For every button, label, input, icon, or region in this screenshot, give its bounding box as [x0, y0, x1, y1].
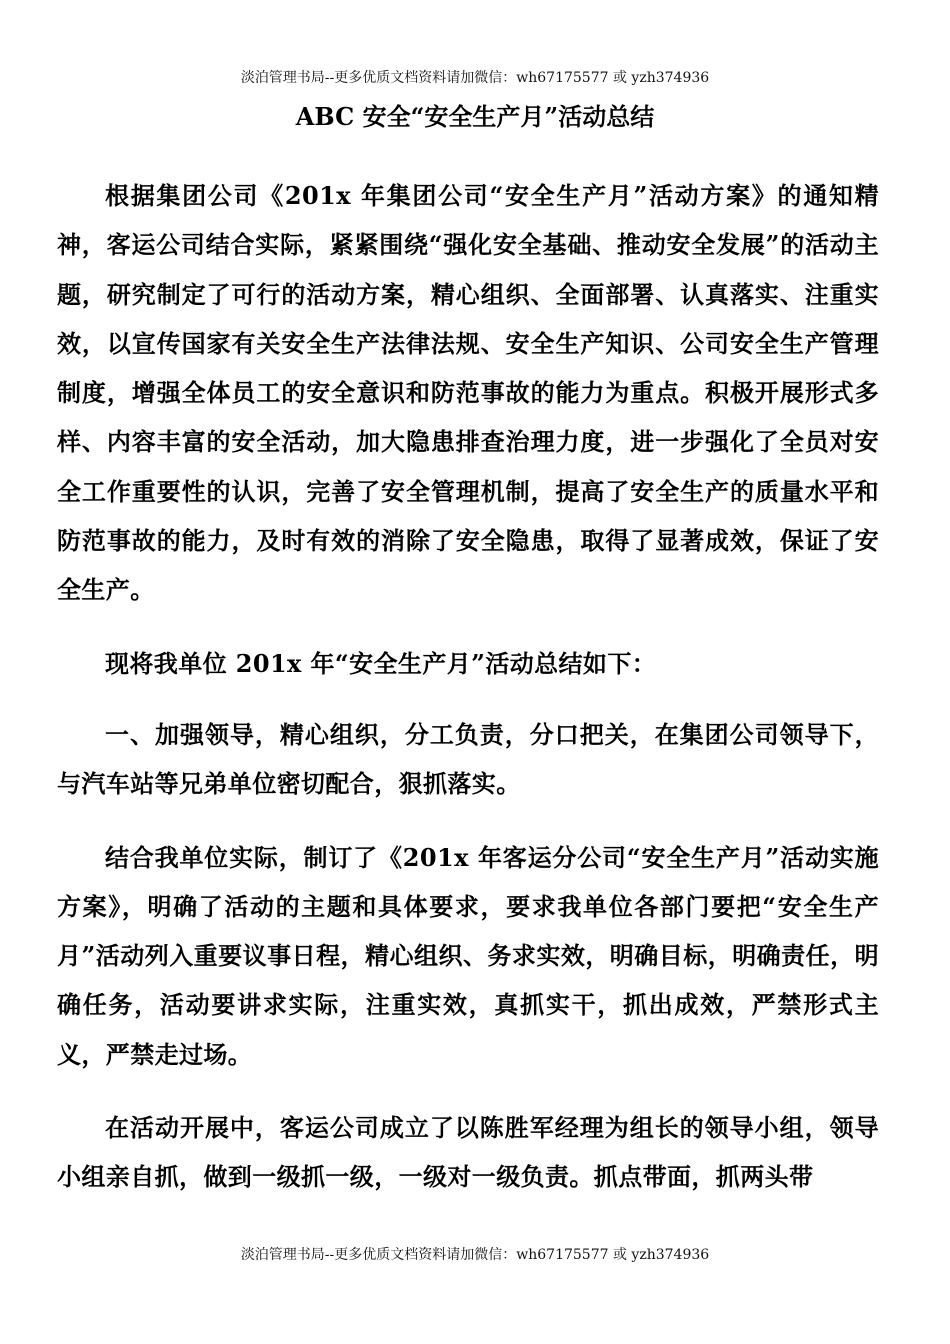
paragraph-leadership-group: 在活动开展中，客运公司成立了以陈胜军经理为组长的领导小组，领导小组亲自抓，做到一级抓一级，一级对一级负责。抓点带面，抓两头带 — [57, 1113, 879, 1192]
page-header: 淡泊管理书局--更多优质文档资料请加微信：wh67175577 或 yzh374936 — [240, 70, 710, 86]
paragraph-summary-lead: 现将我单位 201x 年“安全生产月”活动总结如下： — [105, 648, 657, 678]
paragraph-intro: 根据集团公司《201x 年集团公司“安全生产月”活动方案》的通知精神，客运公司结合实际，紧紧围绕“强化安全基础、推动安全发展”的活动主题，研究制定了可行的活动方案，精心组织、全面部署、认真落实、注重实效，以宣传国家有关安全生产法律法规、安全生产知识、公司安全生产管理制度，增强全体员工的安全意识和防范事故的能力为重点。积极开展形式多样、内容丰富的安全活动，加大隐患排查治理力度，进一步强化了全员对安全工作重要性的认识，完善了安全管理机制，提高了安全生产的质量水平和防范事故的能力，及时有效的消除了安全隐患，取得了显著成效，保证了安全生产。 — [57, 181, 879, 605]
document-body — [57, 171, 879, 1226]
paragraph-section-one: 一、加强领导，精心组织，分工负责，分口把关，在集团公司领导下，与汽车站等兄弟单位密切配合，狠抓落实。 — [57, 719, 879, 799]
document-title: ABC 安全“安全生产月”活动总结 — [295, 102, 655, 131]
page-footer: 淡泊管理书局--更多优质文档资料请加微信：wh67175577 或 yzh374936 — [240, 1247, 710, 1263]
paragraph-implementation-plan: 结合我单位实际，制订了《201x 年客运分公司“安全生产月”活动实施方案》，明确了活动的主题和具体要求，要求我单位各部门要把“安全生产月”活动列入重要议事日程，精心组织、务求实效，明确目标，明确责任，明确任务，活动要讲求实际，注重实效，真抓实干，抓出成效，严禁形式主义，严禁走过场。 — [57, 842, 879, 1069]
